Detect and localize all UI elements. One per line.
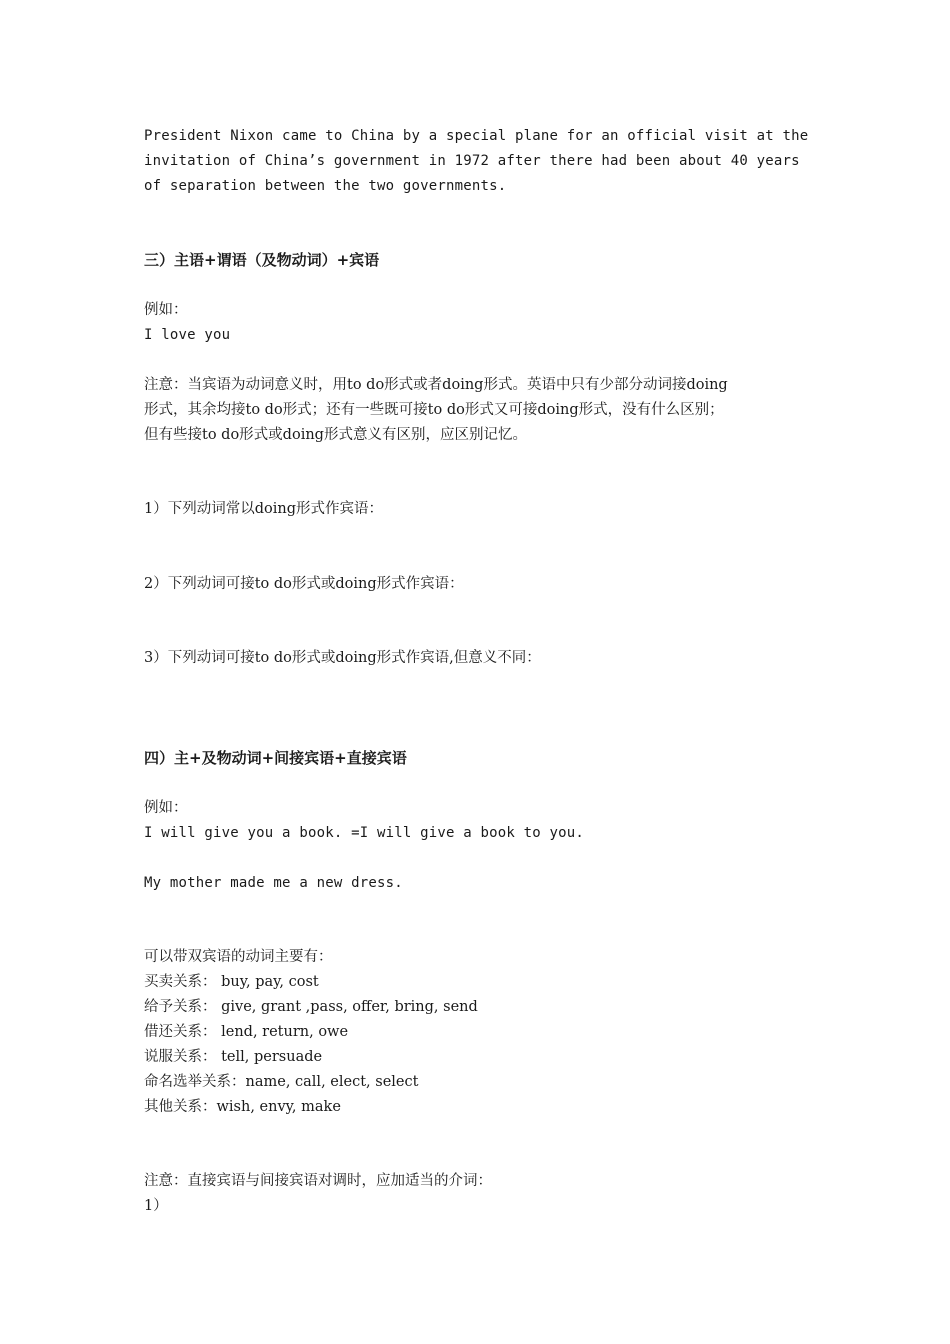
section3-example: I love you <box>144 327 231 343</box>
section4-heading: 四）主+及物动词+间接宾语+直接宾语 <box>144 749 407 767</box>
section3-item-1: 1）下列动词常以doing形式作宾语： <box>144 501 383 517</box>
section3-heading: 三）主语+谓语（及物动词）+宾语 <box>144 251 380 269</box>
section4-example-label: 例如： <box>144 800 188 816</box>
section3-note-line-3: 但有些接to do形式或doing形式意义有区别，应区别记忆。 <box>144 427 527 443</box>
section4-note-item: 1） <box>144 1198 168 1214</box>
verb-group-buy-sell: 买卖关系： buy, pay, cost <box>144 974 319 990</box>
section3-item-2: 2）下列动词可接to do形式或doing形式作宾语： <box>144 576 464 592</box>
section4-verbs-intro: 可以带双宾语的动词主要有： <box>144 949 333 965</box>
verb-group-give: 给予关系： give, grant ,pass, offer, bring, send <box>144 999 478 1015</box>
section4-note: 注意：直接宾语与间接宾语对调时，应加适当的介词： <box>144 1173 492 1189</box>
verb-group-persuade: 说服关系： tell, persuade <box>144 1049 323 1065</box>
intro-line-3: of separation between the two governments. <box>144 178 507 194</box>
intro-line-1: President Nixon came to China by a special plane for an official visit at the <box>144 128 809 144</box>
section4-example-2: My mother made me a new dress. <box>144 875 403 891</box>
intro-line-2: invitation of China’s government in 1972 after there had been about 40 years <box>144 153 800 169</box>
section4-example-1: I will give you a book. =I will give a book to you. <box>144 825 585 841</box>
verb-group-naming: 命名选举关系：name, call, elect, select <box>144 1074 419 1090</box>
section3-item-3: 3）下列动词可接to do形式或doing形式作宾语,但意义不同： <box>144 650 541 666</box>
verb-group-other: 其他关系：wish, envy, make <box>144 1099 341 1115</box>
verb-group-lend: 借还关系： lend, return, owe <box>144 1024 349 1040</box>
section3-note-line-1: 注意：当宾语为动词意义时，用to do形式或者doing形式。英语中只有少部分动词接doing <box>144 377 728 393</box>
section3-note-line-2: 形式，其余均接to do形式；还有一些既可接to do形式又可接doing形式，没有什么区别； <box>144 402 724 418</box>
section3-example-label: 例如： <box>144 302 188 318</box>
